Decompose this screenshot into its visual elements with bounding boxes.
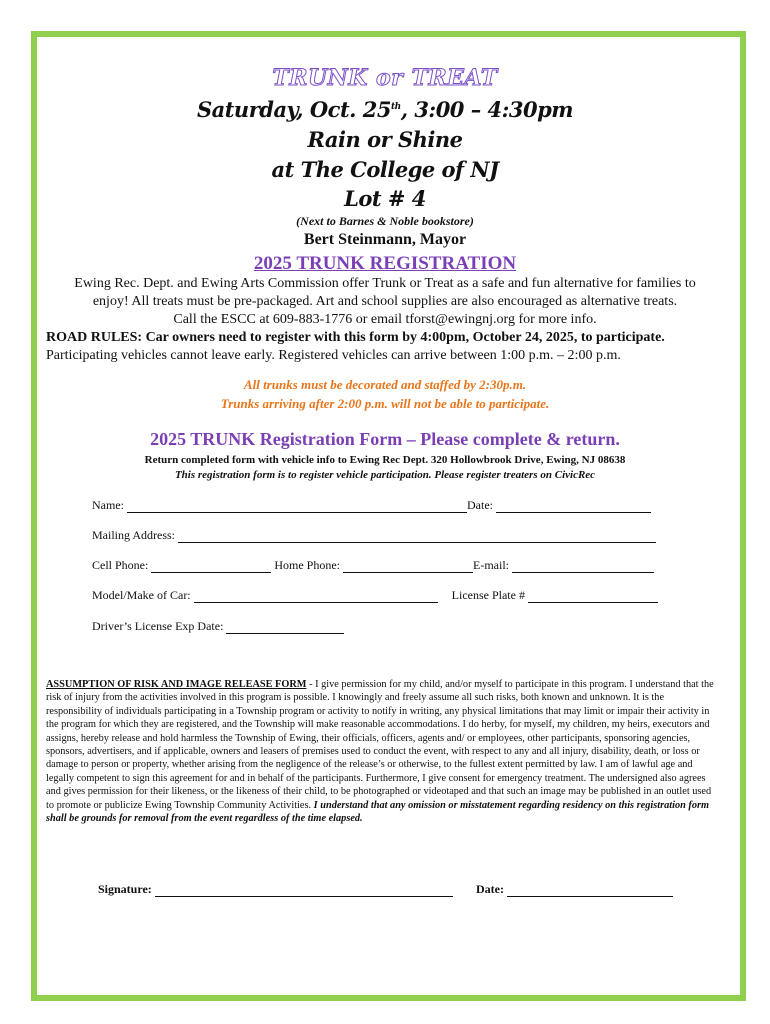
location-note: (Next to Barnes & Noble bookstore) — [296, 214, 474, 228]
date-suffix: th — [391, 102, 401, 112]
rain-or-shine: Rain or Shine — [307, 127, 463, 152]
vehicle-field[interactable] — [92, 588, 658, 603]
signature-date-label: Date: — [476, 882, 504, 896]
intro-line-3: Call the ESCC at 609-883-1776 or email tforst@ewingnj.org for more info. — [173, 312, 597, 327]
event-date: Saturday, Oct. 25 — [196, 97, 391, 122]
liability-release — [46, 678, 718, 825]
late-arrival-notice: Trunks arriving after 2:00 p.m. will not be able to participate. — [220, 396, 550, 411]
signature-field[interactable] — [98, 882, 453, 897]
email-label: E-mail: — [473, 558, 510, 572]
decoration-notice: All trunks must be decorated and staffed by 2:30p.m. — [243, 377, 527, 392]
registration-note: This registration form is to register vehicle participation. Please register treaters on CivicRec — [174, 469, 596, 481]
plate-label: License Plate # — [451, 588, 525, 602]
name-blank[interactable] — [127, 500, 467, 513]
event-venue: at The College of NJ — [271, 157, 499, 182]
road-rules-line: ROAD RULES: Car owners need to register with this form by 4:00pm, October 24, 2025, to participate. — [46, 330, 665, 345]
event-date-line — [0, 97, 770, 122]
intro-line-1: Ewing Rec. Dept. and Ewing Arts Commission offer Trunk or Treat as a safe and fun alternative for families to — [74, 276, 696, 291]
model-label: Model/Make of Car: — [92, 588, 191, 602]
form-title: 2025 TRUNK Registration Form – Please complete & return. — [150, 429, 620, 449]
event-time: , 3:00 – 4:30pm — [400, 97, 574, 122]
mailing-address-field[interactable] — [92, 528, 656, 543]
phone-email-field[interactable] — [92, 558, 654, 573]
release-heading: ASSUMPTION OF RISK AND IMAGE RELEASE FORM — [46, 679, 307, 690]
license-blank[interactable] — [226, 621, 344, 634]
name-label: Name: — [92, 498, 124, 512]
registration-heading: 2025 TRUNK REGISTRATION — [253, 253, 517, 274]
mailing-label: Mailing Address: — [92, 528, 175, 542]
model-blank[interactable] — [194, 590, 438, 603]
mailing-blank[interactable] — [178, 530, 656, 543]
date-blank[interactable] — [496, 500, 651, 513]
signature-date-field[interactable] — [476, 882, 673, 897]
signature-blank[interactable] — [155, 884, 453, 897]
mayor-name: Bert Steinmann, Mayor — [303, 231, 467, 248]
event-title: TRUNK or TREAT — [272, 65, 498, 91]
license-exp-field[interactable] — [92, 619, 344, 634]
cell-blank[interactable] — [151, 560, 271, 573]
home-blank[interactable] — [343, 560, 473, 573]
license-label: Driver’s License Exp Date: — [92, 619, 224, 633]
event-lot: Lot # 4 — [344, 186, 426, 211]
signature-label: Signature: — [98, 882, 152, 896]
home-label: Home Phone: — [274, 558, 341, 572]
road-rules-arrival: Participating vehicles cannot leave early. Registered vehicles can arrive between 1:00 p.m. – 2:00 p.m. — [46, 348, 621, 363]
email-blank[interactable] — [512, 560, 654, 573]
name-field[interactable] — [92, 498, 651, 513]
intro-line-2: enjoy! All treats must be pre-packaged. Art and school supplies are also encouraged as alternative treats. — [92, 294, 678, 309]
return-address: Return completed form with vehicle info to Ewing Rec Dept. 320 Hollowbrook Drive, Ewing, NJ 08638 — [144, 454, 626, 466]
cell-label: Cell Phone: — [92, 558, 149, 572]
release-emphasis: I understand that any omission or misstatement regarding residency on this registration form shall be grounds for removal from the event regardless of the time elapsed. — [46, 799, 710, 825]
date-label: Date: — [467, 498, 493, 512]
plate-blank[interactable] — [528, 590, 658, 603]
release-body: - I give permission for my child, and/or myself to participate in this program. I understand that the risk of injury from the activities involved in this program is possible. I knowingly and freely assume all such risks, both known and unknown. It is the responsibility of individuals participating in a Township program or activity to notify in writing, any physical limitations that may limit or impair their activity in the program for which they are registered, and the Township will make reasonable accommodations. I do herby, for myself, my children, my heirs, executors and assigns, hereby release and hold harmless the Township of Ewing, their officials, officers, agents and/ or employees, other participants, sponsoring agencies, sponsors, advertisers, and if applicable, owners and leasers of premises used to conduct the event, with respect to any and all injury, disability, death, or loss or damage to person or property, whether arising from the negligence of the release’s or otherwise, to the fullest extent permitted by law. I am of lawful age and legally competent to sign this agreement for and in behalf of the participants. Furthermore, I give consent for emergency treatment. The undersigned also agrees and gives permission for their likeness, or the likeness of their child, to be photographed or videotaped and that such an image may be published in an outlet used to promote or publicize Ewing Township Community Activities. — [46, 679, 714, 811]
signature-date-blank[interactable] — [507, 884, 673, 897]
